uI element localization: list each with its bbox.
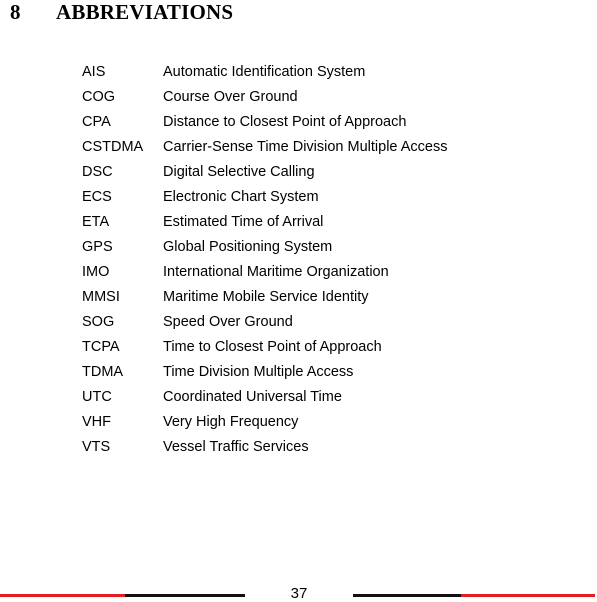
abbreviation-definition: Estimated Time of Arrival: [163, 213, 324, 230]
abbreviation-row: [82, 284, 447, 309]
abbreviation-definition: Automatic Identification System: [163, 63, 366, 80]
abbreviation-definition: Very High Frequency: [163, 413, 299, 430]
abbreviation-row: [82, 259, 447, 284]
abbreviation-term: VTS: [82, 438, 111, 455]
abbreviation-definition: Vessel Traffic Services: [163, 438, 309, 455]
abbreviation-definition: Time Division Multiple Access: [163, 363, 354, 380]
abbreviation-row: [82, 309, 447, 334]
abbreviation-row: [82, 359, 447, 384]
section-number: 8: [10, 0, 21, 24]
abbreviation-row: [82, 134, 447, 159]
abbreviation-definition: Carrier-Sense Time Division Multiple Access: [163, 138, 448, 155]
abbreviation-row: [82, 434, 447, 459]
section-title: ABBREVIATIONS: [56, 0, 234, 24]
footer-rule-left-red: [0, 594, 125, 597]
abbreviation-definition: Time to Closest Point of Approach: [163, 338, 382, 355]
abbreviation-definition: Distance to Closest Point of Approach: [163, 113, 407, 130]
abbreviation-definition: Electronic Chart System: [163, 188, 319, 205]
abbreviation-term: TDMA: [82, 363, 124, 380]
abbreviation-row: [82, 159, 447, 184]
abbreviation-definition: Coordinated Universal Time: [163, 388, 342, 405]
abbreviation-row: [82, 84, 447, 109]
abbreviation-definition: Speed Over Ground: [163, 313, 293, 330]
abbreviation-definition: Global Positioning System: [163, 238, 333, 255]
abbreviation-definition: Course Over Ground: [163, 88, 298, 105]
section-heading: [10, 0, 233, 24]
abbreviation-row: [82, 409, 447, 434]
page-number: 37: [290, 585, 308, 602]
abbreviation-term: TCPA: [82, 338, 120, 355]
footer-rule-right-black: [353, 594, 461, 597]
abbreviation-term: UTC: [82, 388, 112, 405]
abbreviation-term: VHF: [82, 413, 111, 430]
abbreviation-row: [82, 384, 447, 409]
footer-rule-left-black: [125, 594, 245, 597]
abbreviation-row: [82, 334, 447, 359]
abbreviation-term: CPA: [82, 113, 111, 130]
footer-rule-right-red: [461, 594, 595, 597]
page-footer: [0, 586, 597, 602]
abbreviation-definition: Digital Selective Calling: [163, 163, 315, 180]
abbreviation-row: [82, 109, 447, 134]
abbreviation-term: SOG: [82, 313, 115, 330]
abbreviation-term: ECS: [82, 188, 112, 205]
abbreviation-term: AIS: [82, 63, 106, 80]
abbreviation-term: COG: [82, 88, 116, 105]
abbreviation-definition: International Maritime Organization: [163, 263, 389, 280]
abbreviation-term: ETA: [82, 213, 110, 230]
abbreviation-row: [82, 209, 447, 234]
abbreviation-row: [82, 59, 447, 84]
abbreviation-term: DSC: [82, 163, 113, 180]
abbreviation-term: IMO: [82, 263, 110, 280]
abbreviation-row: [82, 184, 447, 209]
abbreviation-term: GPS: [82, 238, 113, 255]
abbreviation-list: [82, 59, 447, 459]
abbreviation-term: CSTDMA: [82, 138, 144, 155]
abbreviation-definition: Maritime Mobile Service Identity: [163, 288, 369, 305]
abbreviation-row: [82, 234, 447, 259]
abbreviation-term: MMSI: [82, 288, 120, 305]
